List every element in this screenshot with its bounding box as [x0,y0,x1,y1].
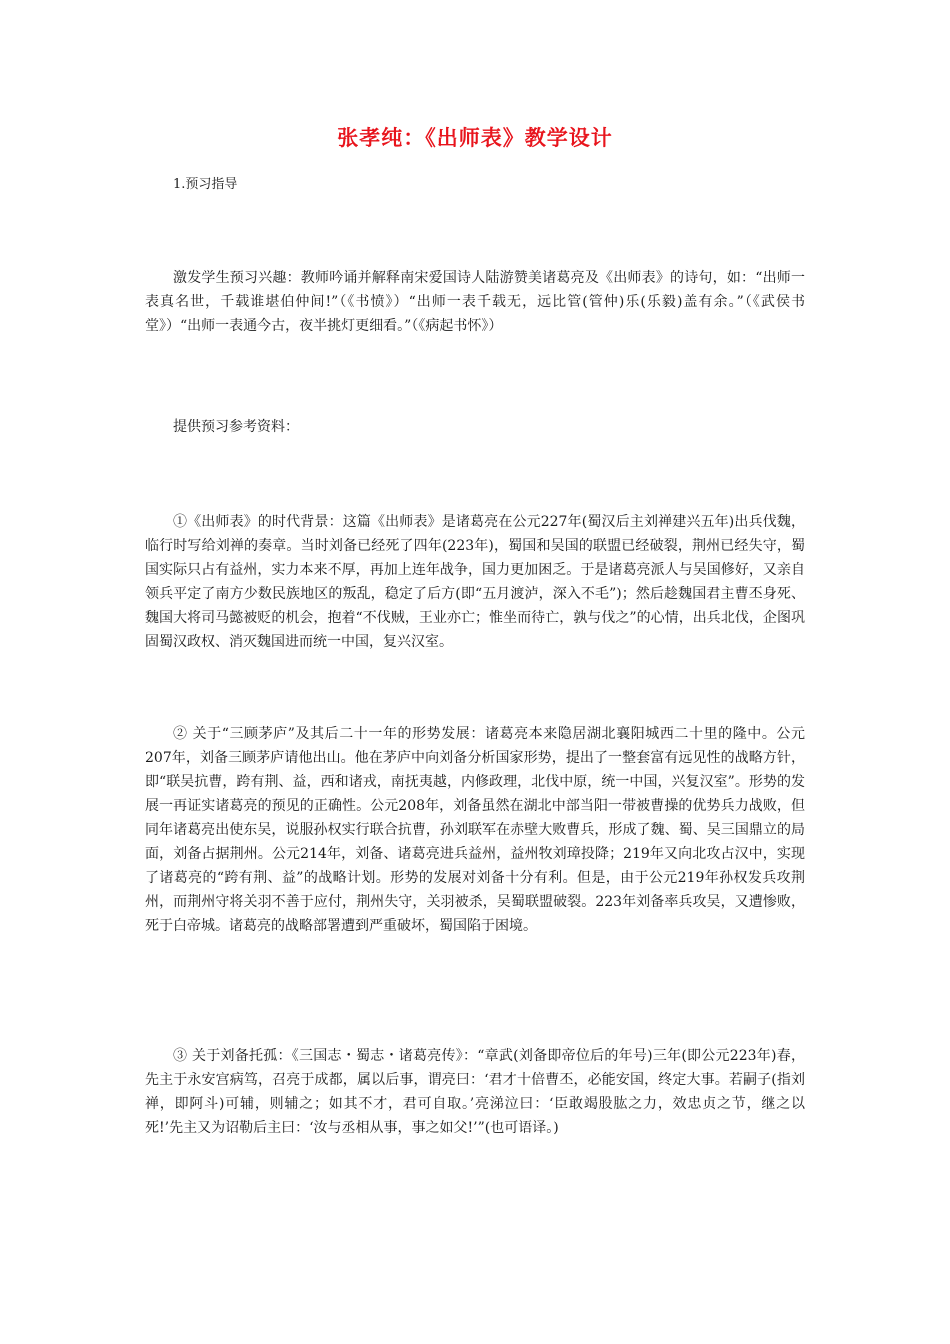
paragraph-three-visits: ② 关于“三顾茅庐”及其后二十一年的形势发展：诸葛亮本来隐居湖北襄阳城西二十里的隆中。公元207年，刘备三顾茅庐请他出山。他在茅庐中向刘备分析国家形势，提出了一整套富有远见性的战略方针，即“联吴抗曹，跨有荆、益，西和诸戎，南抚夷越，内修政理，北伐中原，统一中国，兴复汉室”。形势的发展一再证实诸葛亮的预见的正确性。公元208年，刘备虽然在湖北中部当阳一带被曹操的优势兵力战败，但同年诸葛亮出使东吴，说服孙权实行联合抗曹，孙刘联军在赤壁大败曹兵，形成了魏、蜀、吴三国鼎立的局面，刘备占据荆州。公元214年，刘备、诸葛亮进兵益州，益州牧刘璋投降；219年又向北攻占汉中，实现了诸葛亮的“跨有荆、益”的战略计划。形势的发展对刘备十分有利。但是，由于公元219年孙权发兵攻荆州，而荆州守将关羽不善于应付，荆州失守，关羽被杀，吴蜀联盟破裂。223年刘备率兵攻吴，又遭惨败，死于白帝城。诸葛亮的战略部署遭到严重破坏，蜀国陷于困境。 [145,726,805,934]
paragraph-background: ①《出师表》的时代背景：这篇《出师表》是诸葛亮在公元227年(蜀汉后主刘禅建兴五年)出兵伐魏，临行时写给刘禅的奏章。当时刘备已经死了四年(223年)，蜀国和吴国的联盟已经破裂，荆州已经失守，蜀国实际只占有益州，实力本来不厚，再加上连年战争，国力更加困乏。于是诸葛亮派人与吴国修好，又亲自领兵平定了南方少数民族地区的叛乱，稳定了后方(即“五月渡泸，深入不毛”)；然后趁魏国君主曹丕身死、魏国大将司马懿被贬的机会，抱着“不伐贼，王业亦亡；惟坐而待亡，孰与伐之”的心情，出兵北伐，企图巩固蜀汉政权、消灭魏国进而统一中国，复兴汉室。 [145,514,805,650]
document-title: 张孝纯：《出师表》教学设计 [337,126,613,150]
paragraph-provide: 提供预习参考资料： [173,419,299,435]
section-heading: 1.预习指导 [173,177,238,192]
paragraph-entrust: ③ 关于刘备托孤：《三国志・蜀志・诸葛亮传》：“章武(刘备即帝位后的年号)三年(即公元223年)春，先主于永安宫病笃，召亮于成都，属以后事，谓亮曰：‘君才十倍曹丕，必能安国，终定大事。若嗣子(指刘禅，即阿斗)可辅，则辅之；如其不才，君可自取。’亮涕泣曰：‘臣敢竭股肱之力，效忠贞之节，继之以死!’先主又为诏勒后主曰：‘汝与丞相从事，事之如父!’”(也可语译。) [145,1048,805,1136]
paragraph-intro: 激发学生预习兴趣：教师吟诵并解释南宋爱国诗人陆游赞美诸葛亮及《出师表》的诗句，如：“出师一表真名世，千载谁堪伯仲间!”（《书愤》）“出师一表千载无，远比管(管仲)乐(乐毅)盖有余。”（《武侯书堂》）“出师一表通今古，夜半挑灯更细看。”（《病起书怀》） [145,270,805,334]
